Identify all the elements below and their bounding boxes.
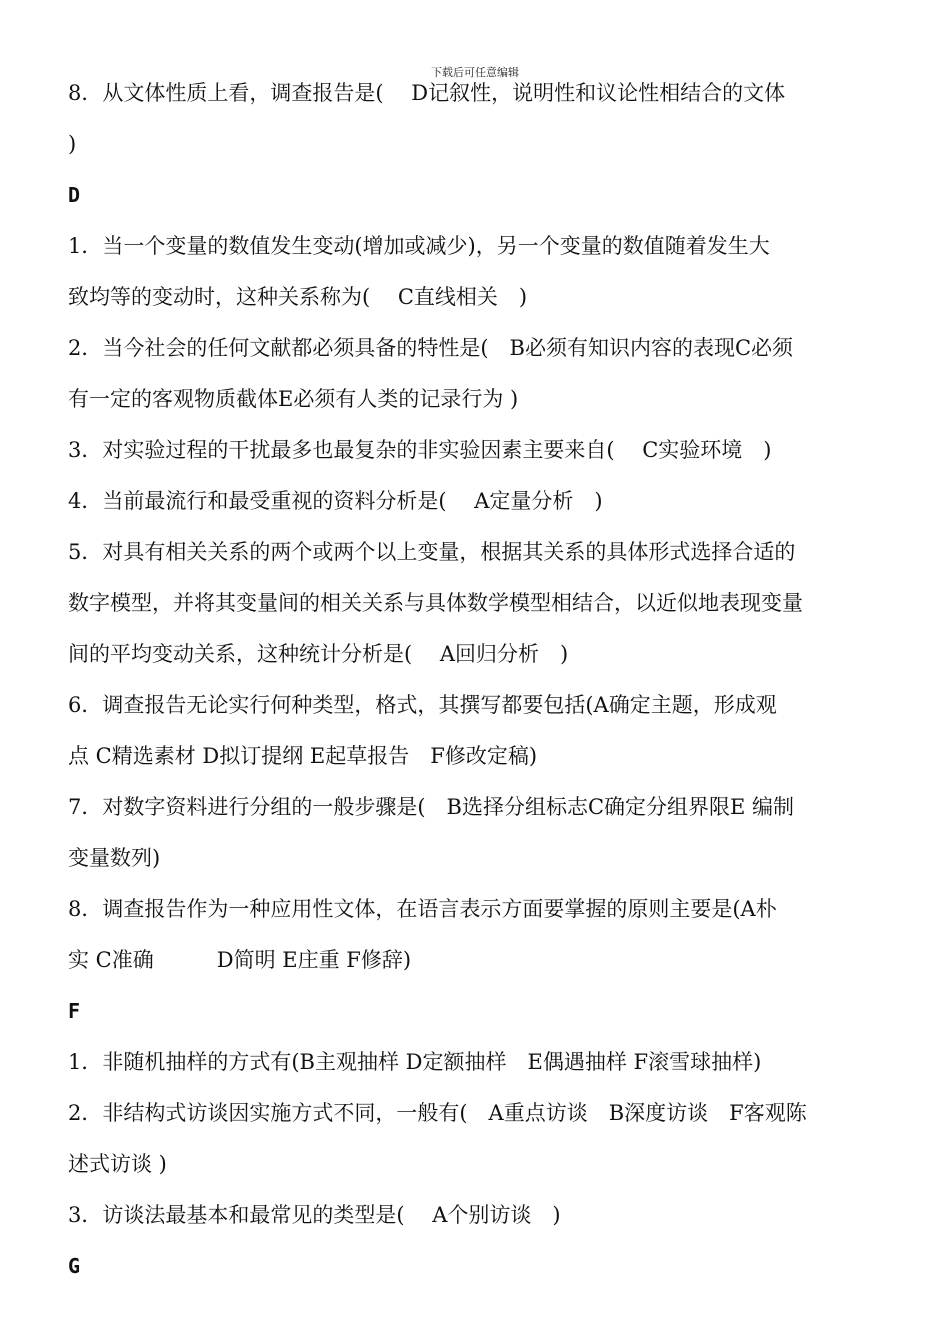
text-line: 点 C精选素材 D拟订提纲 E起草报告 F修改定稿): [68, 744, 538, 768]
text-line: 致均等的变动时，这种关系称为( C直线相关 ): [68, 285, 528, 309]
text-line: 3．对实验过程的干扰最多也最复杂的非实验因素主要来自( C实验环境 ): [68, 438, 772, 462]
text-line: 5．对具有相关关系的两个或两个以上变量，根据其关系的具体形式选择合适的: [68, 540, 796, 564]
document-body: [68, 68, 884, 1292]
text-line: 7．对数字资料进行分组的一般步骤是( B选择分组标志C确定分组界限E 编制: [68, 795, 795, 819]
section-heading: D: [68, 183, 81, 207]
text-line: 2．非结构式访谈因实施方式不同，一般有( A重点访谈 B深度访谈 F客观陈: [68, 1101, 807, 1125]
text-line: 实 C准确 D简明 E庄重 F修辞): [68, 948, 412, 972]
section-heading: G: [68, 1254, 81, 1278]
page-header-note: 下载后可任意编辑: [431, 66, 519, 79]
text-line: 6．调查报告无论实行何种类型，格式，其撰写都要包括(A确定主题，形成观: [68, 693, 777, 717]
text-line: 2．当今社会的任何文献都必须具备的特性是( B必须有知识内容的表现C必须: [68, 336, 794, 360]
text-line: 8．从文体性质上看，调查报告是( D记叙性，说明性和议论性相结合的文体: [68, 81, 786, 105]
text-line: 间的平均变动关系，这种统计分析是( A回归分析 ): [68, 642, 569, 666]
text-line: 3．访谈法最基本和最常见的类型是( A个别访谈 ): [68, 1203, 561, 1227]
text-line: ): [68, 132, 77, 156]
text-line: 1．非随机抽样的方式有(B主观抽样 D定额抽样 E偶遇抽样 F滚雪球抽样): [68, 1050, 762, 1074]
text-line: 数字模型，并将其变量间的相关关系与具体数学模型相结合，以近似地表现变量: [68, 591, 803, 615]
text-line: 8．调查报告作为一种应用性文体，在语言表示方面要掌握的原则主要是(A朴: [68, 897, 777, 921]
text-line: 1．当一个变量的数值发生变动(增加或减少)，另一个变量的数值随着发生大: [68, 234, 770, 258]
text-line: 有一定的客观物质截体E必须有人类的记录行为 ): [68, 387, 519, 411]
text-line: 变量数列): [68, 846, 161, 870]
section-heading: F: [68, 999, 81, 1023]
text-line: 述式访谈 ): [68, 1152, 167, 1176]
text-line: 4．当前最流行和最受重视的资料分析是( A定量分析 ): [68, 489, 603, 513]
